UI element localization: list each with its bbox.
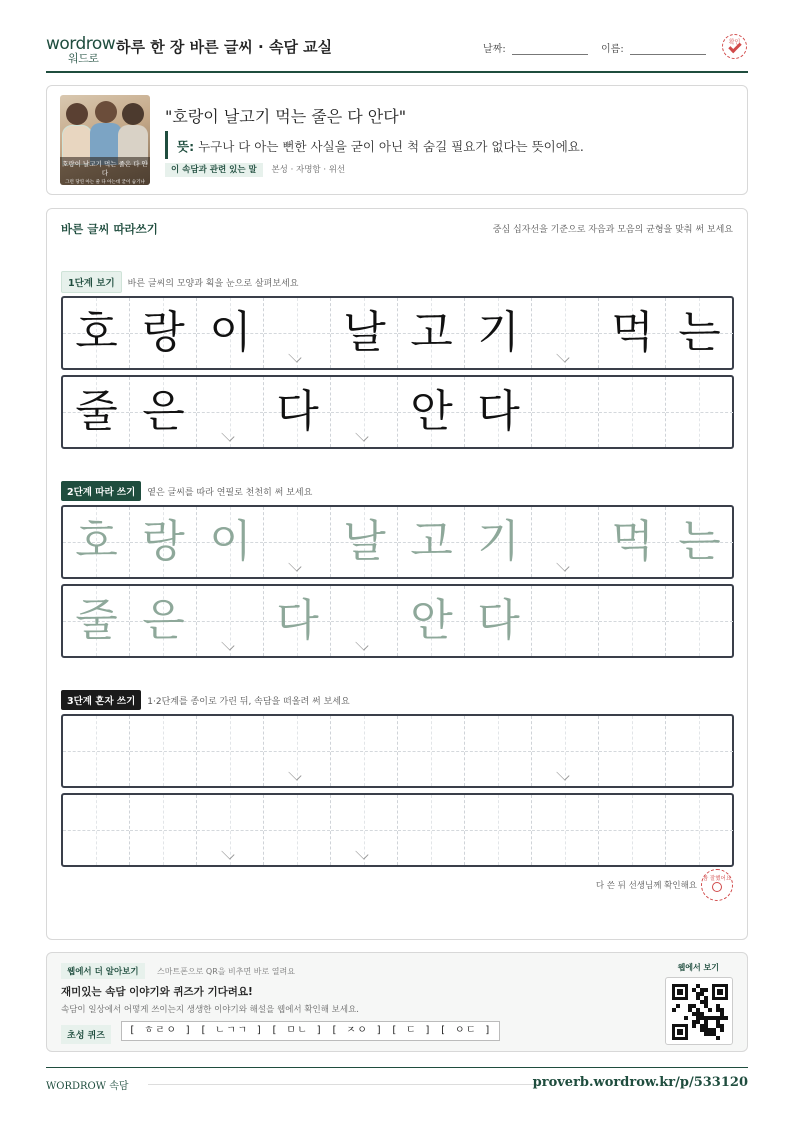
grid-cell	[331, 298, 398, 368]
grid-cell	[130, 377, 197, 447]
step1-badge: 1단계 보기	[61, 271, 122, 293]
quiz-label: 초성 퀴즈	[61, 1025, 111, 1044]
grid-cell[interactable]	[398, 795, 465, 865]
grid-glyph: 랑	[142, 516, 185, 567]
proverb-illustration	[60, 95, 150, 185]
grid-glyph: 기	[477, 516, 520, 567]
grid-cell	[63, 377, 130, 447]
grid-cell	[130, 507, 197, 577]
step2-header	[61, 481, 312, 501]
meaning-text: 누구나 다 아는 뻔한 사실을 굳이 아닌 척 숨길 필요가 없다는 뜻이에요.	[198, 139, 584, 154]
grid-cell	[63, 507, 130, 577]
step2-row-2[interactable]	[61, 584, 734, 658]
grid-cell[interactable]	[398, 716, 465, 786]
grid-cell	[599, 507, 666, 577]
web-description: 속담이 일상에서 어떻게 쓰이는지 생생한 이야기와 해설을 웹에서 확인해 보세요.	[61, 1005, 359, 1015]
illustration-caption: 호랑이 날고기 먹는 줄은 다 안다	[62, 160, 148, 177]
grid-cell	[398, 507, 465, 577]
grid-glyph: 이	[209, 516, 252, 567]
grid-cell	[398, 377, 465, 447]
space-marker-icon	[288, 558, 301, 571]
date-label: 날짜:	[483, 44, 506, 55]
grid-glyph: 다	[276, 595, 319, 646]
grid-cell	[331, 507, 398, 577]
step2-row-1[interactable]	[61, 505, 734, 579]
space-marker-icon	[288, 767, 301, 780]
grid-glyph: 호	[75, 516, 118, 567]
grid-glyph: 안	[410, 595, 453, 646]
confirm-note: 다 쓴 뒤 선생님께 확인해요	[595, 881, 697, 891]
grid-cell	[63, 586, 130, 656]
grid-cell	[130, 298, 197, 368]
space-marker-icon	[288, 349, 301, 362]
step1-row-1	[61, 296, 734, 370]
grid-glyph: 고	[410, 516, 453, 567]
step1-row-2	[61, 375, 734, 449]
grid-cell	[465, 377, 532, 447]
web-more-card	[46, 952, 748, 1052]
grid-cell	[197, 586, 264, 656]
practice-hint: 중심 십자선을 기준으로 자음과 모음의 균형을 맞춰 써 보세요	[492, 225, 733, 235]
grid-glyph: 은	[142, 595, 185, 646]
grid-cell	[666, 298, 733, 368]
grid-cell[interactable]	[197, 716, 264, 786]
space-marker-icon	[355, 637, 368, 650]
step3-header	[61, 690, 350, 710]
grid-cell	[197, 298, 264, 368]
grid-glyph: 안	[410, 386, 453, 437]
check-stamp-icon	[722, 34, 747, 59]
grid-cell	[264, 377, 331, 447]
grid-cell	[63, 298, 130, 368]
proverb-quote: "호랑이 날고기 먹는 줄은 다 안다"	[165, 107, 407, 126]
grid-glyph: 다	[477, 386, 520, 437]
wordrow-logo	[46, 34, 116, 65]
illustration-subcaption: 그런 당연 아는 줄 다 아는데 굳이 숨기냐	[65, 180, 145, 185]
grid-cell	[264, 298, 331, 368]
qr-label: 웹에서 보기	[677, 963, 719, 972]
grid-cell	[666, 507, 733, 577]
grid-cell[interactable]	[197, 795, 264, 865]
grid-cell	[532, 586, 599, 656]
grid-cell[interactable]	[331, 795, 398, 865]
name-field[interactable]	[601, 40, 706, 55]
date-line[interactable]	[512, 44, 588, 55]
logo-korean: 워드로	[68, 52, 99, 65]
practice-title: 바른 글씨 따라쓰기	[61, 222, 158, 236]
grid-cell	[599, 586, 666, 656]
grid-cell	[331, 377, 398, 447]
grid-cell	[264, 507, 331, 577]
footer-brand: WORDROW 속담	[46, 1081, 129, 1092]
grid-cell[interactable]	[130, 716, 197, 786]
check-stamp-text: 확인	[728, 39, 741, 46]
qr-code-icon[interactable]	[665, 977, 733, 1045]
page-header	[46, 30, 748, 73]
grid-cell	[130, 586, 197, 656]
logo-wordmark: wordrow	[46, 34, 116, 54]
web-tag: 웹에서 더 알아보기	[61, 963, 145, 979]
grid-glyph: 호	[75, 307, 118, 358]
grid-cell[interactable]	[465, 795, 532, 865]
proverb-meaning	[165, 131, 584, 159]
web-tag-note: 스마트폰으로 QR을 비추면 바로 열려요	[157, 967, 295, 976]
grid-cell[interactable]	[599, 716, 666, 786]
grid-cell	[264, 586, 331, 656]
teacher-stamp-icon	[701, 869, 733, 901]
date-field[interactable]	[483, 40, 588, 55]
space-marker-icon	[556, 558, 569, 571]
step3-desc: 1·2단계를 종이로 가린 뒤, 속담을 떠올려 써 보세요	[147, 697, 350, 707]
practice-section	[46, 208, 748, 940]
grid-cell	[398, 586, 465, 656]
grid-glyph: 먹	[611, 516, 654, 567]
step2-badge: 2단계 따라 쓰기	[61, 481, 141, 501]
step3-badge: 3단계 혼자 쓰기	[61, 690, 141, 710]
web-headline: 재미있는 속담 이야기와 퀴즈가 기다려요!	[61, 986, 253, 998]
grid-cell	[599, 298, 666, 368]
grid-cell[interactable]	[63, 795, 130, 865]
footer-url[interactable]: proverb.wordrow.kr/p/533120	[532, 1075, 748, 1090]
grid-cell	[197, 377, 264, 447]
grid-glyph: 랑	[142, 307, 185, 358]
space-marker-icon	[221, 846, 234, 859]
grid-glyph: 먹	[611, 307, 654, 358]
grid-cell	[465, 298, 532, 368]
space-marker-icon	[556, 767, 569, 780]
step3-row-2[interactable]	[61, 793, 734, 867]
footer-divider	[148, 1084, 538, 1085]
name-line[interactable]	[630, 44, 706, 55]
grid-cell[interactable]	[666, 795, 733, 865]
grid-cell	[532, 507, 599, 577]
step1-header	[61, 271, 298, 293]
grid-cell[interactable]	[532, 795, 599, 865]
grid-cell	[197, 507, 264, 577]
related-list: 본성 · 자명함 · 위선	[271, 165, 346, 175]
grid-glyph: 다	[477, 595, 520, 646]
step2-desc: 옅은 글씨를 따라 연필로 천천히 써 보세요	[147, 488, 313, 498]
grid-glyph: 다	[276, 386, 319, 437]
grid-cell	[331, 586, 398, 656]
related-label: 이 속담과 관련 있는 말	[165, 163, 263, 177]
step1-desc: 바른 글씨의 모양과 획을 눈으로 살펴보세요	[127, 279, 299, 289]
page-footer	[46, 1067, 748, 1097]
grid-cell[interactable]	[666, 716, 733, 786]
space-marker-icon	[221, 637, 234, 650]
proverb-card	[46, 85, 748, 195]
grid-cell[interactable]	[465, 716, 532, 786]
grid-cell[interactable]	[599, 795, 666, 865]
grid-glyph: 고	[410, 307, 453, 358]
grid-glyph: 는	[678, 307, 721, 358]
name-label: 이름:	[601, 44, 624, 55]
grid-glyph: 날	[343, 307, 386, 358]
grid-cell	[532, 298, 599, 368]
meaning-label: 뜻:	[177, 139, 195, 154]
grid-cell[interactable]	[63, 716, 130, 786]
grid-glyph: 이	[209, 307, 252, 358]
grid-cell	[398, 298, 465, 368]
page-title: 하루 한 장 바른 글씨 · 속담 교실	[116, 38, 333, 56]
grid-cell	[532, 377, 599, 447]
chosung-quiz: [ ㅎㄹㅇ ] [ ㄴㄱㄱ ] [ ㅁㄴ ] [ ㅈㅇ ] [ ㄷ ] [ ㅇㄷ ]	[121, 1021, 500, 1041]
grid-glyph: 기	[477, 307, 520, 358]
grid-cell	[599, 377, 666, 447]
space-marker-icon	[355, 428, 368, 441]
grid-cell	[465, 507, 532, 577]
space-marker-icon	[355, 846, 368, 859]
grid-glyph: 날	[343, 516, 386, 567]
grid-cell	[666, 586, 733, 656]
grid-cell[interactable]	[264, 795, 331, 865]
space-marker-icon	[556, 349, 569, 362]
space-marker-icon	[221, 428, 234, 441]
grid-cell	[666, 377, 733, 447]
grid-glyph: 줄	[75, 595, 118, 646]
grid-glyph: 줄	[75, 386, 118, 437]
grid-cell[interactable]	[532, 716, 599, 786]
teacher-stamp-text: 참 잘했어요	[702, 876, 732, 882]
grid-cell[interactable]	[331, 716, 398, 786]
grid-glyph: 은	[142, 386, 185, 437]
grid-glyph: 는	[678, 516, 721, 567]
step3-row-1[interactable]	[61, 714, 734, 788]
grid-cell[interactable]	[130, 795, 197, 865]
grid-cell	[465, 586, 532, 656]
grid-cell[interactable]	[264, 716, 331, 786]
related-words	[165, 163, 345, 175]
